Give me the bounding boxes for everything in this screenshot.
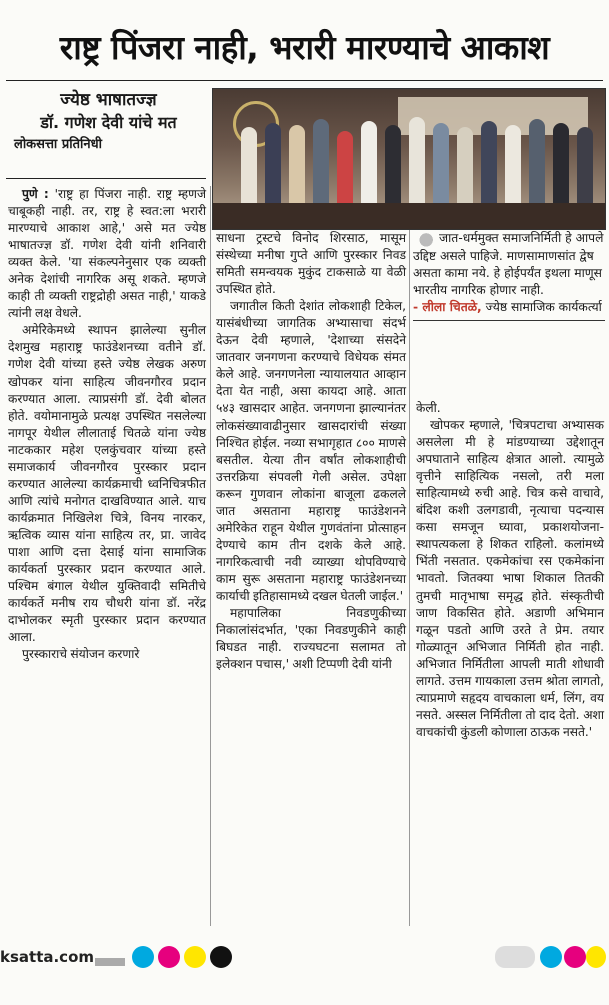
website-url: ksatta.com — [0, 948, 95, 966]
col1-paragraph-3: पुरस्काराचे संयोजन करणारे — [22, 647, 140, 662]
col2-paragraph-3: महापालिका निवडणुकीच्या निकालांसंदर्भात, 'एका निवडणुकीने काही बिघडत नाही. राज्यघटना सलामत तो इलेक्शन पचास,' अशी टिप्पणी देवी यांनी — [216, 606, 406, 672]
col3-paragraph-2: खोपकर म्हणाले, 'चित्रपटाचा अभ्यासक असलेला मी हे मांडण्याच्या उद्देशातून अपघाताने साहित्य क्षेत्रात आलो. त्यामुळे वृत्तीने साहित्यिक नसलो, तरी मला साहित्यामध्ये रुची आहे. चित्र कसे वाचावे, बंदिश कशी उलगडावी, नृत्याचा पदन्यास कसा समजून घ्यावा, प्रकाशयोजना-स्थापत्यकला हे शिकत राहिलो. कलांमध्ये भिंती नसतात. एकमेकांचा रस एकमेकांना भावतो. जितक्या भाषा शिकाल तितकी तुमची मातृभाषा समृद्ध होते. संस्कृतीची जाण विकसित होते. अडाणी अभिमान गळून पडतो आणि उरते ते प्रेम. तयार गोळ्यातून अभिजात निर्मिती होत नाही. अभिजात निर्मितीला आपली माती शोधावी लागते. उत्तम गायकाला उत्तम श्रोता लागतो, त्याप्रमाणे सहृदय वाचकाला धर्म, लिंग, वय नसते. अस्सल निर्मितीला तो दाद देतो. अशा वाचकांची कुंडली कोणाला ठाऊक नसते.' — [416, 418, 604, 739]
col1-paragraph-2: अमेरिकेमध्ये स्थापन झालेल्या सुनील देशमुख महाराष्ट्र फाउंडेशनच्या वतीने डॉ. गणेश देवी यांच्या हस्ते ज्येष्ठ लेखक अरुण खोपकर यांना साहित्य जीवनगौरव प्रदान करण्यात आला. त्याप्रसंगी डॉ. देवी बोलत होते. वयोमानामुळे प्रत्यक्ष उपस्थित नसलेल्या नागपूर येथील लीलाताई चितळे यांना ज्येष्ठ नाटककार महेश एलकुंचवार यांच्या हस्ते समाजकार्य जीवनगौरव पुरस्कार प्रदान करण्यात आलेल्या कार्यक्रमाची ध्वनिचित्रफीत आणि त्यांचे मनोगत दाखविण्यात आले. याच कार्यक्रमात निखिलेश चित्रे, विनय नारकर, ऋत्विक व्यास यांना साहित्य तर, प्रा. जावेद पाशा आणि दत्ता देसाई यांना सामाजिक कार्यकर्ता पुरस्कार प्रदान करण्यात आले. पश्चिम बंगाल येथील युक्तिवादी समितीचे कार्यकर्ते मनीष राय चौधरी यांना डॉ. नरेंद्र दाभोलकर स्मृती पुरस्कार प्रदान करण्यात आला. — [8, 323, 206, 645]
column-divider-2 — [409, 230, 410, 926]
yellow-registration-dot — [184, 946, 206, 968]
magenta-registration-dot-right — [564, 946, 586, 968]
black-registration-dot — [210, 946, 232, 968]
yellow-registration-dot-right — [586, 946, 606, 968]
print-registration-band — [95, 958, 125, 966]
column-divider-1 — [210, 186, 211, 926]
quote-mark-icon — [413, 230, 435, 248]
headline-rule — [6, 80, 603, 81]
byline-subtitle: डॉ. गणेश देवी यांचे मत — [40, 113, 177, 132]
cyan-registration-dot — [132, 946, 154, 968]
magenta-registration-dot — [158, 946, 180, 968]
quote-author-role: ज्येष्ठ सामाजिक कार्यकर्त्या — [485, 300, 602, 314]
column-1 — [8, 186, 206, 663]
headline: राष्ट्र पिंजरा नाही, भरारी मारण्याचे आकाश — [59, 28, 550, 67]
column-3 — [416, 400, 604, 741]
byline-title: ज्येष्ठ भाषातज्ज्ञ — [60, 90, 157, 110]
col1-paragraph-1: 'राष्ट्र हा पिंजरा नाही. राष्ट्र म्हणजे चाबूकही नाही. तर, राष्ट्र हे स्वत:ला भरारी मारण्याचे आकाश आहे,' असे मत ज्येष्ठ भाषातज्ज्ञ डॉ. गणेश देवी यांनी शनिवारी व्यक्त केले. 'या संकल्पनेनुसार एक व्यक्ती अनेक देशांची नागरिक असू शकते. म्हणजे काही ती व्यक्ती राष्ट्रद्रोही असत नाही,' याकडे त्यांनी लक्ष वेधले. — [8, 187, 207, 321]
pull-quote — [413, 230, 605, 321]
col2-paragraph-1: साधना ट्रस्टचे विनोद शिरसाठ, मासूम संस्थेच्या मनीषा गुप्ते आणि पुरस्कार निवड समिती समन्वयक मुकुंद टाकसाळे या वेळी उपस्थित होते. — [216, 231, 406, 297]
column-2 — [216, 230, 406, 673]
quote-text: जात-धर्ममुक्त समाजनिर्मिती हे आपले उद्दिष्ट असले पाहिजे. माणसामाणसांत द्वेष असता कामा नये. हे होईपर्यंत इथला माणूस भारतीय नागरिक होणार नाही. — [413, 231, 604, 297]
cyan-registration-dot-right — [540, 946, 562, 968]
page-footer — [0, 940, 609, 980]
byline-rule — [6, 178, 206, 179]
col2-paragraph-2: जगातील किती देशांत लोकशाही टिकेल, यासंबंधीच्या जागतिक अभ्यासाचा संदर्भ देऊन देवी म्हणाले, 'देशाच्या संसदेने जातवार जनगणना करण्याचे विधेयक संमत केले आहे. जनगणनेला न्यायालयात आव्हान देता येत नाही, असा कायदा आहे. आता ५४३ खासदार आहेत. जनगणना झाल्यानंतर लोकसंख्यावाढीनुसार खासदारांची संख्या निश्चित होईल. नव्या सभागृहात ८०० माणसे बसतील. येत्या तीन वर्षांत लोकशाहीची उत्तरक्रिया संपवली गेली असेल. उपेक्षा करून गुणवान लोकांना बाजूला ढकलले जात असताना महाराष्ट्र फाउंडेशनने अमेरिकेत राहून येथील गुणवंतांना प्रोत्साहन देण्याचे काम तीन दशके केले आहे. नागरिकत्वाची नवी व्याख्या थोपविण्याचे काम सुरू असताना महाराष्ट्र फाउंडेशनच्या कार्याची इतिहासामध्ये दखल घेतली जाईल.' — [216, 299, 406, 603]
quote-author: - लीला चितळे, — [413, 300, 482, 314]
print-registration-band-right — [495, 946, 535, 968]
col3-paragraph-1: केली. — [416, 401, 441, 415]
byline-reporter: लोकसत्ता प्रतिनिधी — [14, 137, 102, 152]
dateline: पुणे : — [22, 187, 49, 201]
byline — [6, 88, 211, 156]
award-ceremony-photo — [212, 88, 606, 230]
